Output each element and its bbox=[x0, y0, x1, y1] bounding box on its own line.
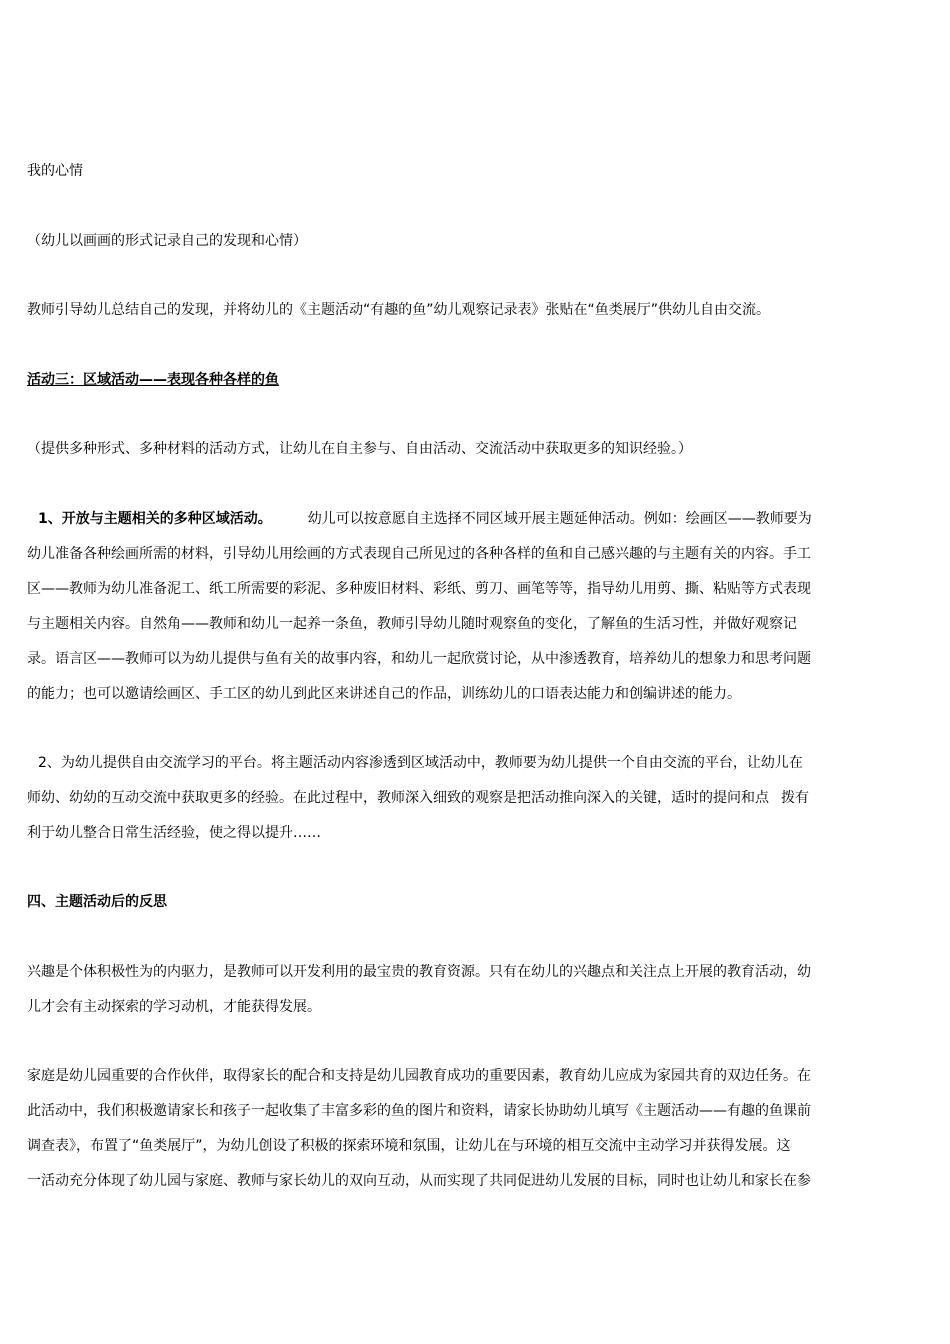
section2-line2 bbox=[27, 788, 809, 808]
section1-line4: 与主题相关内容。自然角——教师和幼儿一起养一条鱼，教师引导幼儿随时观察鱼的变化，了解鱼的生活习性，并做好观察记 bbox=[27, 616, 797, 632]
paragraph-drawing-note: （幼儿以画画的形式记录自己的发现和心情） bbox=[27, 233, 307, 249]
section1-line5: 录。语言区——教师可以为幼儿提供与鱼有关的故事内容，和幼儿一起欣赏讨论，从中渗透教育，培养幼儿的想象力和思考问题 bbox=[27, 651, 811, 667]
paragraph-teacher-guide: 教师引导幼儿总结自己的发现，并将幼儿的《主题活动“有趣的鱼”幼儿观察记录表》张贴在“鱼类展厅”供幼儿自由交流。 bbox=[27, 302, 771, 318]
section1-line3: 区——教师为幼儿准备泥工、纸工所需要的彩泥、多种废旧材料、彩纸、剪刀、画笔等等，指导幼儿用剪、撕、粘贴等方式表现 bbox=[27, 581, 811, 597]
reflection2-line2: 此活动中，我们积极邀请家长和孩子一起收集了丰富多彩的鱼的图片和资料，请家长协助幼儿填写《主题活动——有趣的鱼课前 bbox=[27, 1103, 811, 1119]
heading-reflection: 四、主题活动后的反思 bbox=[27, 894, 167, 910]
section1-line2: 幼儿准备各种绘画所需的材料，引导幼儿用绘画的方式表现自己所见过的各种各样的鱼和自己感兴趣的与主题有关的内容。手工 bbox=[27, 546, 811, 562]
section2-line1: 2、为幼儿提供自由交流学习的平台。将主题活动内容渗透到区域活动中，教师要为幼儿提供一个自由交流的平台，让幼儿在 bbox=[38, 755, 803, 771]
reflection2-line1: 家庭是幼儿园重要的合作伙伴，取得家长的配合和支持是幼儿园教育成功的重要因素，教育幼儿应成为家园共育的双边任务。在 bbox=[27, 1068, 811, 1084]
reflection1-line2: 儿才会有主动探索的学习动机，才能获得发展。 bbox=[27, 999, 321, 1015]
paragraph-activity-note: （提供多种形式、多种材料的活动方式，让幼儿在自主参与、自由活动、交流活动中获取更多的知识经验。） bbox=[27, 441, 692, 457]
section2-line2-text: 师幼、幼幼的互动交流中获取更多的经验。在此过程中，教师深入细致的观察是把活动推向深入的关键，适时的提问和点 bbox=[27, 790, 769, 806]
reflection2-line4: 一活动充分体现了幼儿园与家庭、教师与家长幼儿的双向互动，从而实现了共同促进幼儿发展的目标，同时也让幼儿和家长在参 bbox=[27, 1173, 811, 1189]
heading-activity-three: 活动三：区域活动——表现各种各样的鱼 bbox=[27, 372, 279, 388]
section1-line1 bbox=[38, 509, 812, 529]
reflection2-line3: 调查表》，布置了“鱼类展厅”，为幼儿创设了积极的探索环境和氛围，让幼儿在与环境的相互交流中主动学习并获得发展。这 bbox=[27, 1138, 791, 1154]
section1-line6: 的能力；也可以邀请绘画区、手工区的幼儿到此区来讲述自己的作品，训练幼儿的口语表达能力和创编讲述的能力。 bbox=[27, 686, 741, 702]
section2-line2-tail: 拨有 bbox=[781, 790, 809, 806]
paragraph-my-mood: 我的心情 bbox=[27, 163, 83, 179]
section1-text: 幼儿可以按意愿自主选择不同区域开展主题延伸活动。例如：绘画区——教师要为 bbox=[307, 511, 812, 527]
reflection1-line1: 兴趣是个体积极性为的内驱力，是教师可以开发利用的最宝贵的教育资源。只有在幼儿的兴趣点和关注点上开展的教育活动，幼 bbox=[27, 964, 811, 980]
section2-line3: 利于幼儿整合日常生活经验，使之得以提升…… bbox=[27, 825, 321, 841]
section1-heading: 1、开放与主题相关的多种区域活动。 bbox=[38, 511, 272, 527]
